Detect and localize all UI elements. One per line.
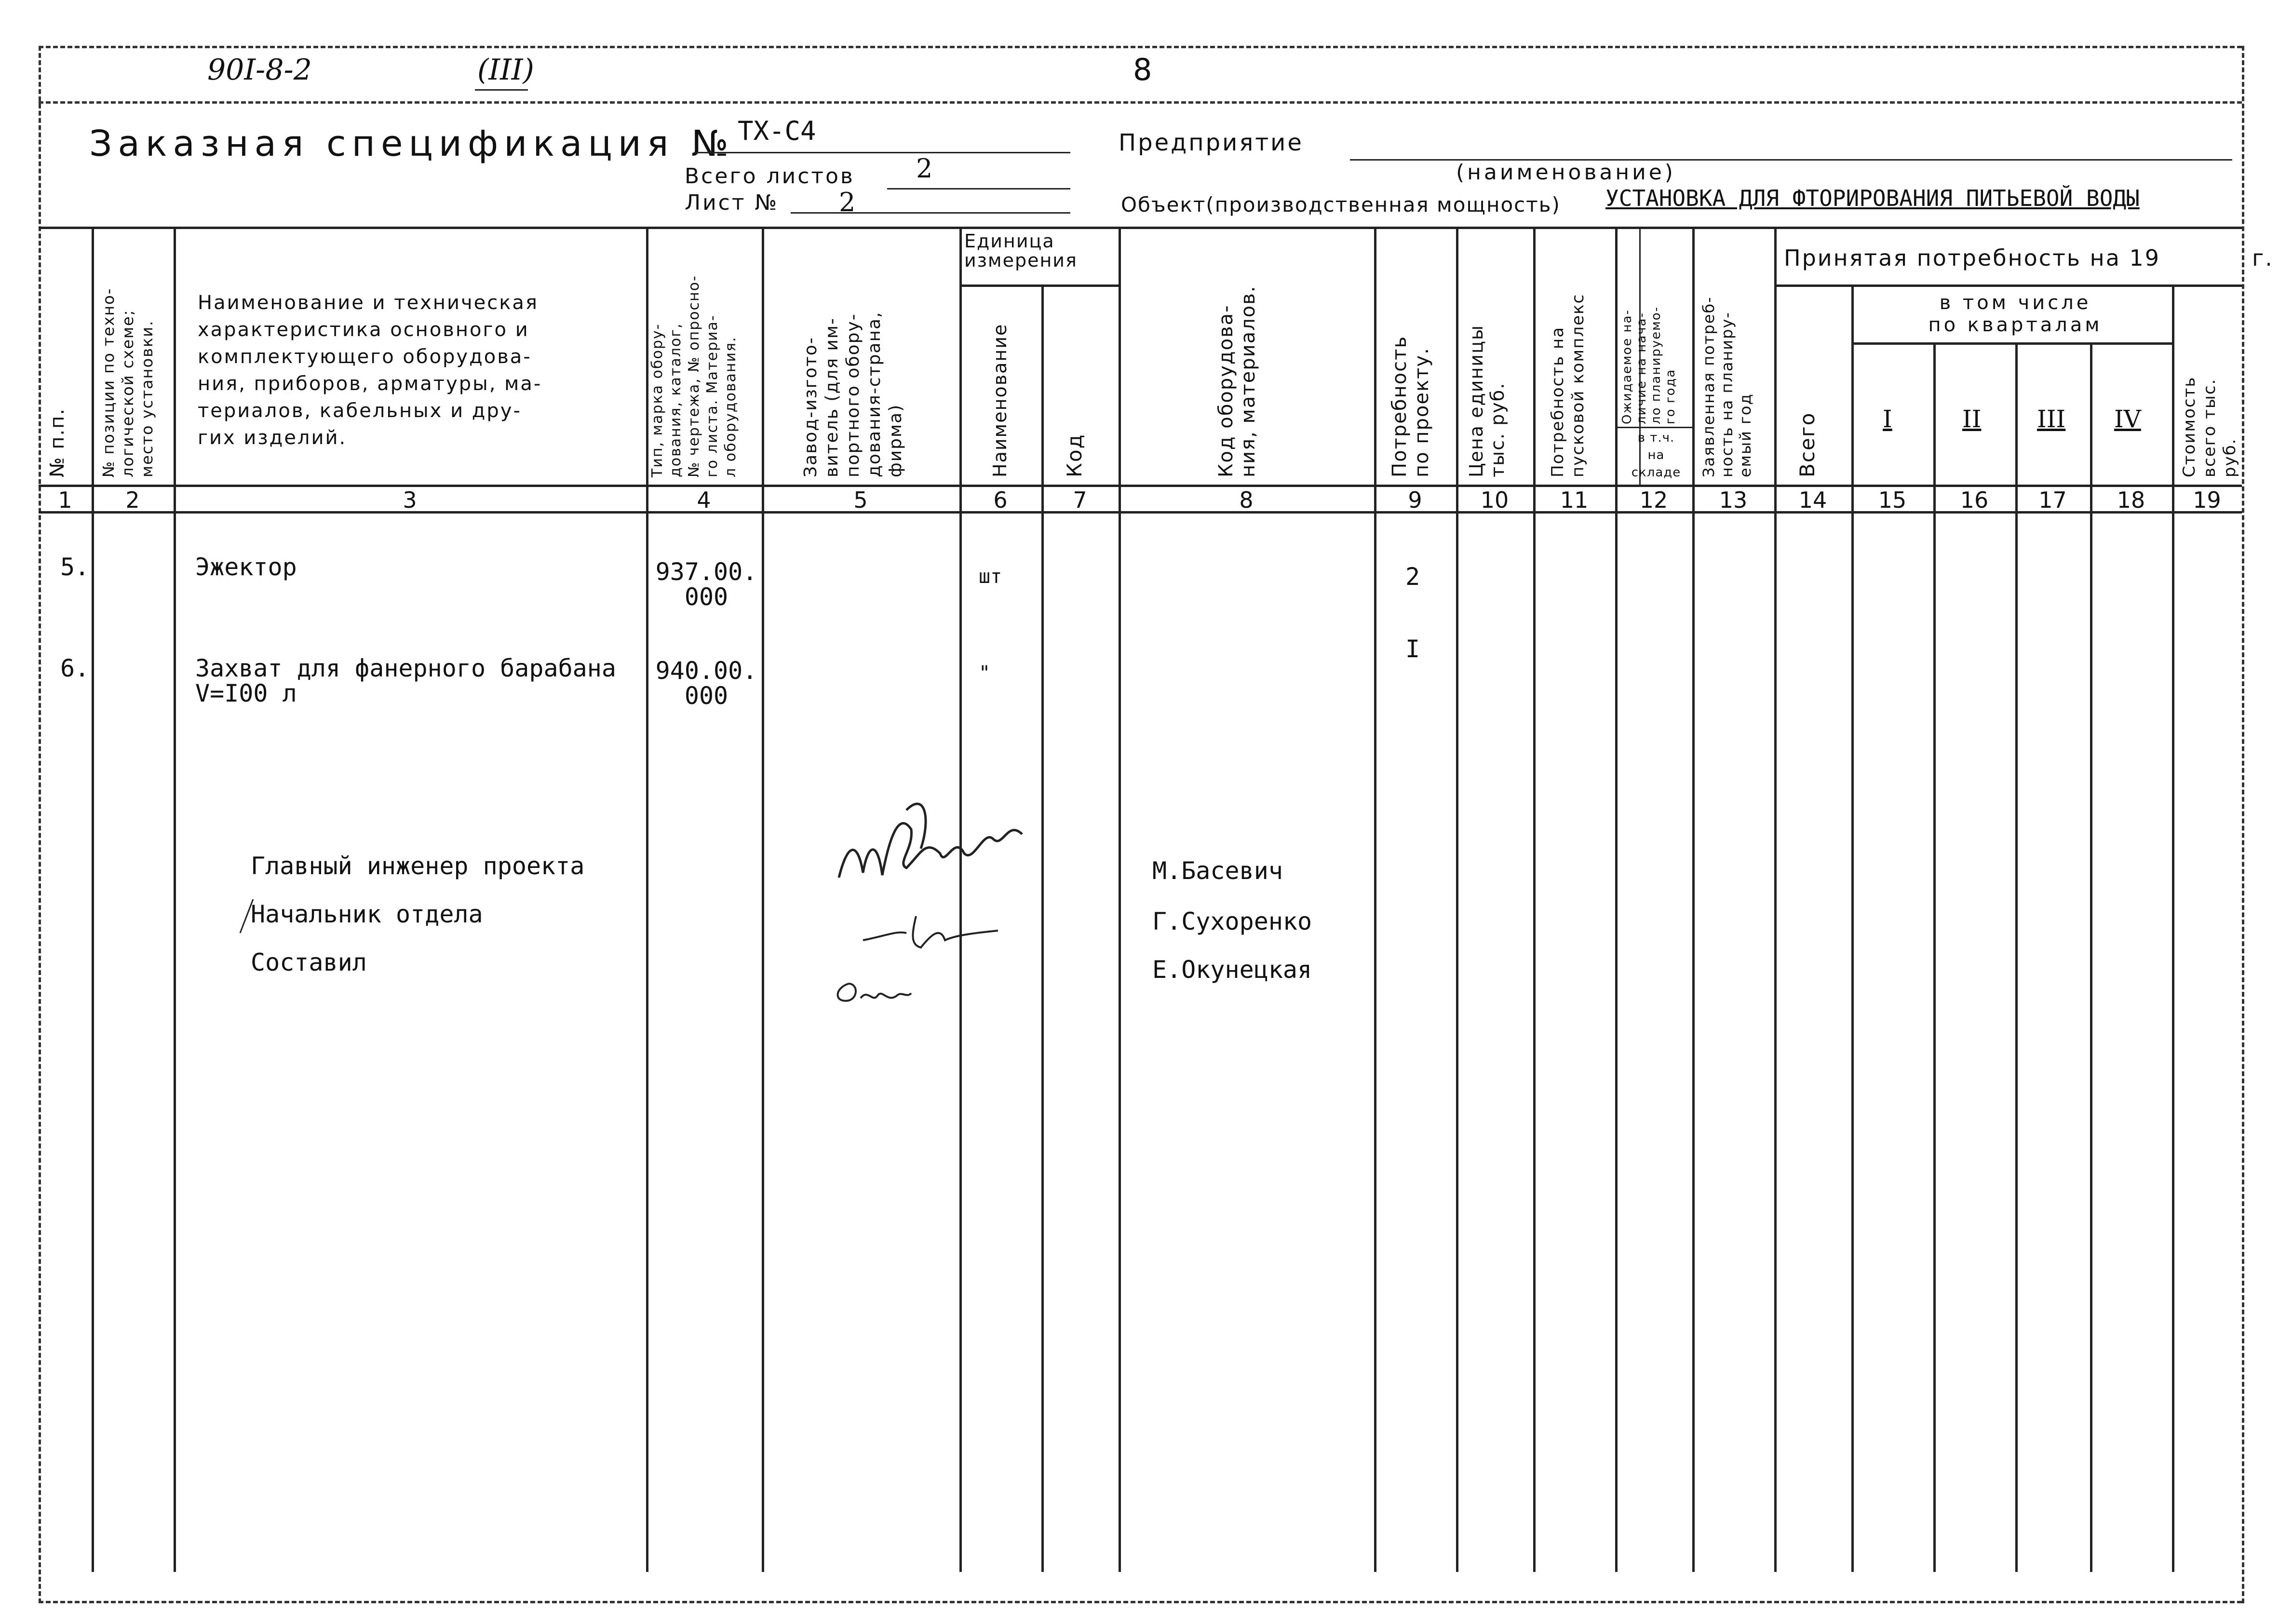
col-line-n	[1851, 284, 1854, 1572]
frame-bottom	[39, 1601, 2242, 1603]
frame-right	[2242, 46, 2244, 1603]
col12-split-line	[1615, 427, 1695, 428]
header-col17: III	[2037, 405, 2066, 433]
colnum-2: 2	[125, 487, 140, 513]
signature-name-3: Е.Окунецкая	[1152, 956, 1312, 984]
colnum-18: 18	[2117, 487, 2145, 513]
col-line-f	[1041, 284, 1044, 1572]
signature-role-1: Главный инженер проекта	[251, 852, 585, 880]
header-unit-group: Единица измерения	[964, 230, 1078, 271]
page-number: 8	[1133, 52, 1154, 87]
album-mark: (III)	[477, 53, 534, 87]
colnum-8: 8	[1239, 487, 1254, 513]
signature-okunetskaya	[829, 969, 935, 1017]
frame-top	[39, 46, 2242, 48]
accepted-group-label: Принятая потребность на 19	[1784, 245, 2161, 271]
colnum-5: 5	[853, 487, 868, 513]
signature-name-2: Г.Сухоренко	[1152, 907, 1312, 935]
header-col19: Стоимость всего тыс. руб.	[2180, 376, 2239, 477]
album-mark-underline	[475, 89, 528, 91]
col-line-k	[1615, 227, 1618, 1572]
colnum-3: 3	[403, 487, 417, 513]
col-line-a	[92, 227, 94, 1572]
colnum-16: 16	[1960, 487, 1989, 513]
row1-type: 937.00. 000	[655, 558, 757, 611]
col-line-r	[2172, 284, 2174, 1572]
total-sheets-label: Всего листов	[685, 164, 855, 189]
sheet-label: Лист №	[685, 190, 779, 215]
header-separator	[39, 101, 2242, 104]
colnum-11: 11	[1560, 487, 1589, 513]
header-col12a: Ожидаемое на- личие на нача- ло планируемо- го года	[1620, 306, 1678, 424]
signature-sukhorenko	[858, 907, 1003, 960]
col-line-m	[1774, 227, 1777, 1572]
colnum-12: 12	[1639, 487, 1668, 513]
spec-number-line	[694, 152, 1070, 153]
row1-unit: шт	[979, 566, 1002, 588]
name-caption: (наименование)	[1456, 160, 1676, 185]
quarters-group-line	[1851, 342, 2172, 345]
object-label: Объект(производственная мощность)	[1121, 193, 1561, 217]
header-col15: I	[1883, 405, 1892, 433]
colnum-14: 14	[1798, 487, 1827, 513]
header-col6: Наименование	[989, 323, 1011, 477]
colnum-9: 9	[1408, 487, 1422, 513]
header-col11: Потребность на пусковой комплекс	[1548, 293, 1588, 477]
total-sheets-value: 2	[916, 153, 933, 184]
header-col5: Завод-изгото- витель (для им- портного обору- дования-страна, фирма)	[801, 311, 905, 477]
header-col3: Наименование и техническая характеристика основного и комплектующего оборудова- ния, приборов, арматуры, ма- териалов, кабельных и дру- гих изделий.	[198, 292, 542, 449]
header-col18: IV	[2114, 405, 2141, 433]
row1-name: Эжектор	[195, 553, 297, 581]
col-line-p	[2015, 342, 2018, 1572]
col-line-l	[1692, 227, 1695, 1572]
spec-number: ТХ-С4	[738, 116, 816, 146]
header-col4: Тип, марка обору- дования, каталог, № чертежа, № опросно- го листа. Материа- л оборудования.	[649, 275, 739, 477]
slash-mark	[236, 897, 256, 935]
frame-left	[39, 46, 41, 1603]
row2-no: 6.	[60, 654, 90, 682]
header-accepted-group	[1784, 245, 2274, 271]
signature-role-3: Составил	[251, 948, 367, 976]
sheet-value: 2	[839, 187, 856, 217]
colnum-19: 19	[2193, 487, 2221, 513]
col-line-i	[1456, 227, 1458, 1572]
signature-name-1: М.Басевич	[1152, 857, 1283, 885]
row1-qty: 2	[1405, 563, 1420, 591]
header-col7: Код	[1063, 433, 1086, 477]
colnum-6: 6	[993, 487, 1008, 513]
header-col1: № п.п.	[46, 407, 68, 477]
col-line-o	[1933, 342, 1936, 1572]
row1-no: 5.	[60, 553, 90, 581]
header-quarters-group: в том числе по кварталам	[1928, 292, 2103, 336]
header-col12b: в т.ч. на складе	[1631, 431, 1681, 480]
colnum-4: 4	[697, 487, 711, 513]
col-line-g	[1119, 227, 1121, 1572]
col-line-j	[1533, 227, 1536, 1572]
header-col13: Заявленная потреб- ность на планиру- емый год	[1699, 296, 1754, 477]
unit-group-line	[959, 284, 1121, 287]
colnum-10: 10	[1480, 487, 1509, 513]
colnum-15: 15	[1878, 487, 1907, 513]
sheet-line	[791, 212, 1070, 214]
row2-name: Захват для фанерного барабана V=I00 л	[195, 654, 616, 707]
header-col9: Потребность по проекту.	[1389, 335, 1433, 477]
enterprise-label: Предприятие	[1119, 129, 1304, 156]
row2-type: 940.00. 000	[655, 657, 757, 710]
col-line-d	[762, 227, 764, 1572]
table-top-line	[39, 227, 2242, 229]
total-sheets-line	[887, 188, 1070, 189]
project-code: 90I-8-2	[207, 53, 312, 87]
accepted-group-line	[1774, 284, 2242, 287]
signature-basevich	[829, 781, 1032, 907]
header-col2: № позиции по техно- логической схеме; место установки.	[99, 287, 156, 477]
accepted-year-suffix: г.	[2252, 245, 2274, 271]
row2-qty: I	[1405, 635, 1420, 663]
col-line-h	[1374, 227, 1376, 1572]
object-value: УСТАНОВКА ДЛЯ ФТОРИРОВАНИЯ ПИТЬЕВОЙ ВОДЫ	[1605, 185, 2140, 211]
spec-title: Заказная спецификация №	[89, 123, 734, 164]
header-col10: Цена единицы тыс. руб.	[1466, 325, 1508, 477]
col-line-q	[2090, 342, 2092, 1572]
colnum-13: 13	[1719, 487, 1748, 513]
colnum-1: 1	[58, 487, 72, 513]
header-col14: Всего	[1795, 412, 1819, 477]
header-col8: Код оборудова- ния, материалов.	[1215, 285, 1259, 477]
row2-unit: "	[979, 662, 991, 684]
header-col16: II	[1962, 405, 1982, 433]
colnum-7: 7	[1073, 487, 1087, 513]
signature-role-2: Начальник отдела	[251, 900, 483, 928]
colnum-17: 17	[2038, 487, 2067, 513]
col-line-b	[174, 227, 176, 1572]
